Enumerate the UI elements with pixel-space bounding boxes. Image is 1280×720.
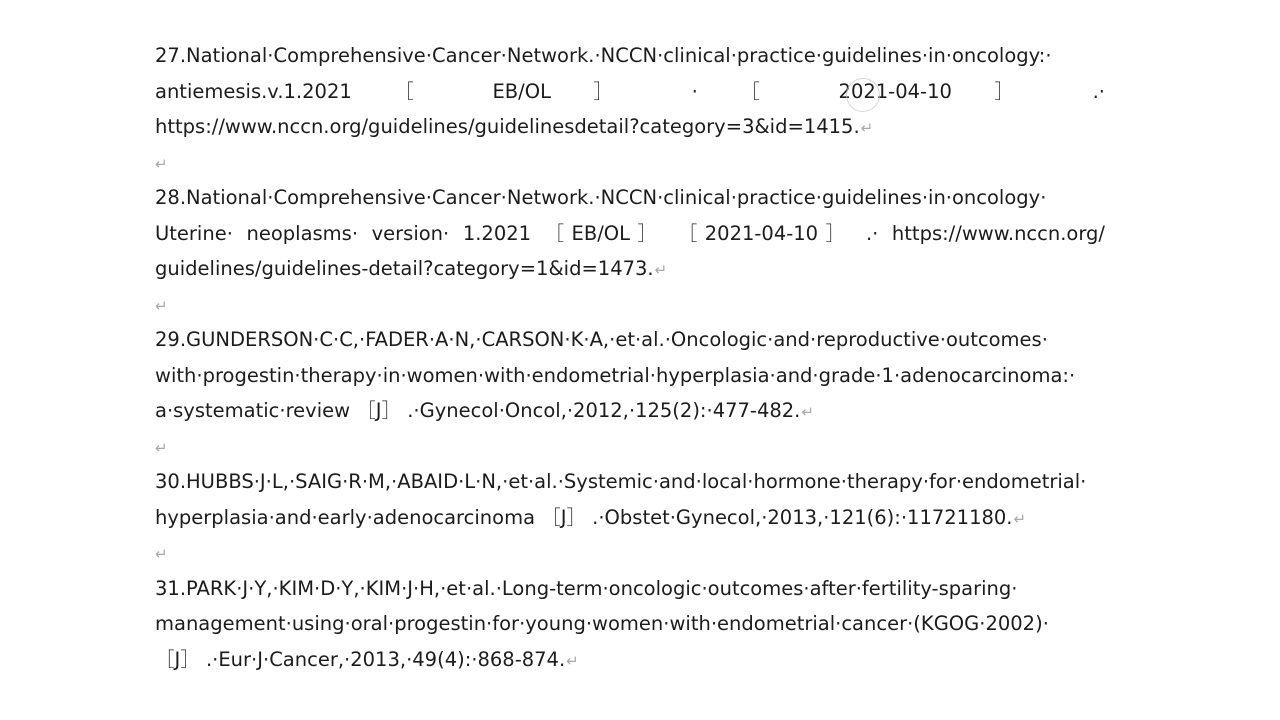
reference-item bbox=[155, 464, 1105, 535]
reference-line[interactable]: 30.HUBBS·J·L,·SAIG·R·M,·ABAID·L·N,·et·al.·Systemic·and·local·hormone·therapy·for·endometrial· bbox=[155, 470, 1087, 493]
paragraph-mark-icon: ↵ bbox=[801, 403, 814, 421]
reference-line-last[interactable] bbox=[155, 251, 1105, 287]
reference-line[interactable]: 29.GUNDERSON·C·C,·FADER·A·N,·CARSON·K·A,·et·al.·Oncologic·and·reproductive·outcomes· bbox=[155, 328, 1048, 351]
reference-line[interactable]: 27.National·Comprehensive·Cancer·Network.·NCCN·clinical·practice·guidelines·in·oncology:· bbox=[155, 44, 1052, 67]
reference-text: https://www.nccn.org/guidelines/guidelinesdetail?category=3&id=1415. bbox=[155, 115, 860, 138]
empty-paragraph[interactable] bbox=[155, 535, 1105, 571]
reference-line-last[interactable] bbox=[155, 500, 1105, 536]
reference-text: guidelines/guidelines-detail?category=1&id=1473. bbox=[155, 257, 654, 280]
reference-item bbox=[155, 322, 1105, 429]
empty-paragraph[interactable] bbox=[155, 145, 1105, 181]
reference-line[interactable]: with·progestin·therapy·in·women·with·endometrial·hyperplasia·and·grade·1·adenocarcinoma:· bbox=[155, 363, 1076, 387]
paragraph-mark-icon: ↵ bbox=[566, 651, 579, 670]
reference-list bbox=[155, 38, 1105, 677]
reference-line[interactable]: 28.National·Comprehensive·Cancer·Network.·NCCN·clinical·practice·guidelines·in·oncology· bbox=[155, 186, 1047, 209]
reference-item bbox=[155, 571, 1105, 678]
reference-item bbox=[155, 180, 1105, 287]
reference-text: ［J］ .·Eur·J·Cancer,·2013,·49(4):·868-874. bbox=[155, 647, 566, 671]
reference-item bbox=[155, 38, 1105, 145]
reference-line[interactable]: Uterine· neoplasms· version· 1.2021 ［EB/OL］ ［2021-04-10］ .· https://www.nccn.org/ bbox=[155, 221, 1105, 245]
reference-line-last[interactable] bbox=[155, 109, 1105, 145]
reference-text: hyperplasia·and·early·adenocarcinoma ［J］ .·Obstet·Gynecol,·2013,·121(6):·11721180. bbox=[155, 505, 1013, 529]
paragraph-mark-icon: ↵ bbox=[155, 438, 168, 457]
reference-line-last[interactable] bbox=[155, 393, 1105, 429]
paragraph-mark-icon: ↵ bbox=[654, 261, 668, 279]
paragraph-mark-icon: ↵ bbox=[155, 154, 168, 173]
empty-paragraph[interactable] bbox=[155, 429, 1105, 465]
mouse-cursor-ring-icon bbox=[846, 78, 880, 112]
empty-paragraph[interactable] bbox=[155, 287, 1105, 323]
reference-line-last[interactable] bbox=[155, 642, 1105, 678]
paragraph-mark-icon: ↵ bbox=[1013, 509, 1027, 528]
reference-line[interactable]: 31.PARK·J·Y,·KIM·D·Y,·KIM·J·H,·et·al.·Long-term·oncologic·outcomes·after·fertility-sparing· bbox=[155, 576, 1018, 600]
reference-line[interactable]: antiemesis.v.1.2021 ［ EB/OL ］ · ［ 2021-04-10 ］ .· bbox=[155, 79, 1105, 103]
paragraph-mark-icon: ↵ bbox=[155, 296, 168, 315]
reference-text: a·systematic·review ［J］ .·Gynecol·Oncol,·2012,·125(2):·477-482. bbox=[155, 399, 801, 422]
reference-line[interactable]: management·using·oral·progestin·for·young·women·with·endometrial·cancer·(KGOG·2002)· bbox=[155, 612, 1049, 635]
paragraph-mark-icon: ↵ bbox=[155, 545, 168, 563]
paragraph-mark-icon: ↵ bbox=[860, 119, 874, 137]
